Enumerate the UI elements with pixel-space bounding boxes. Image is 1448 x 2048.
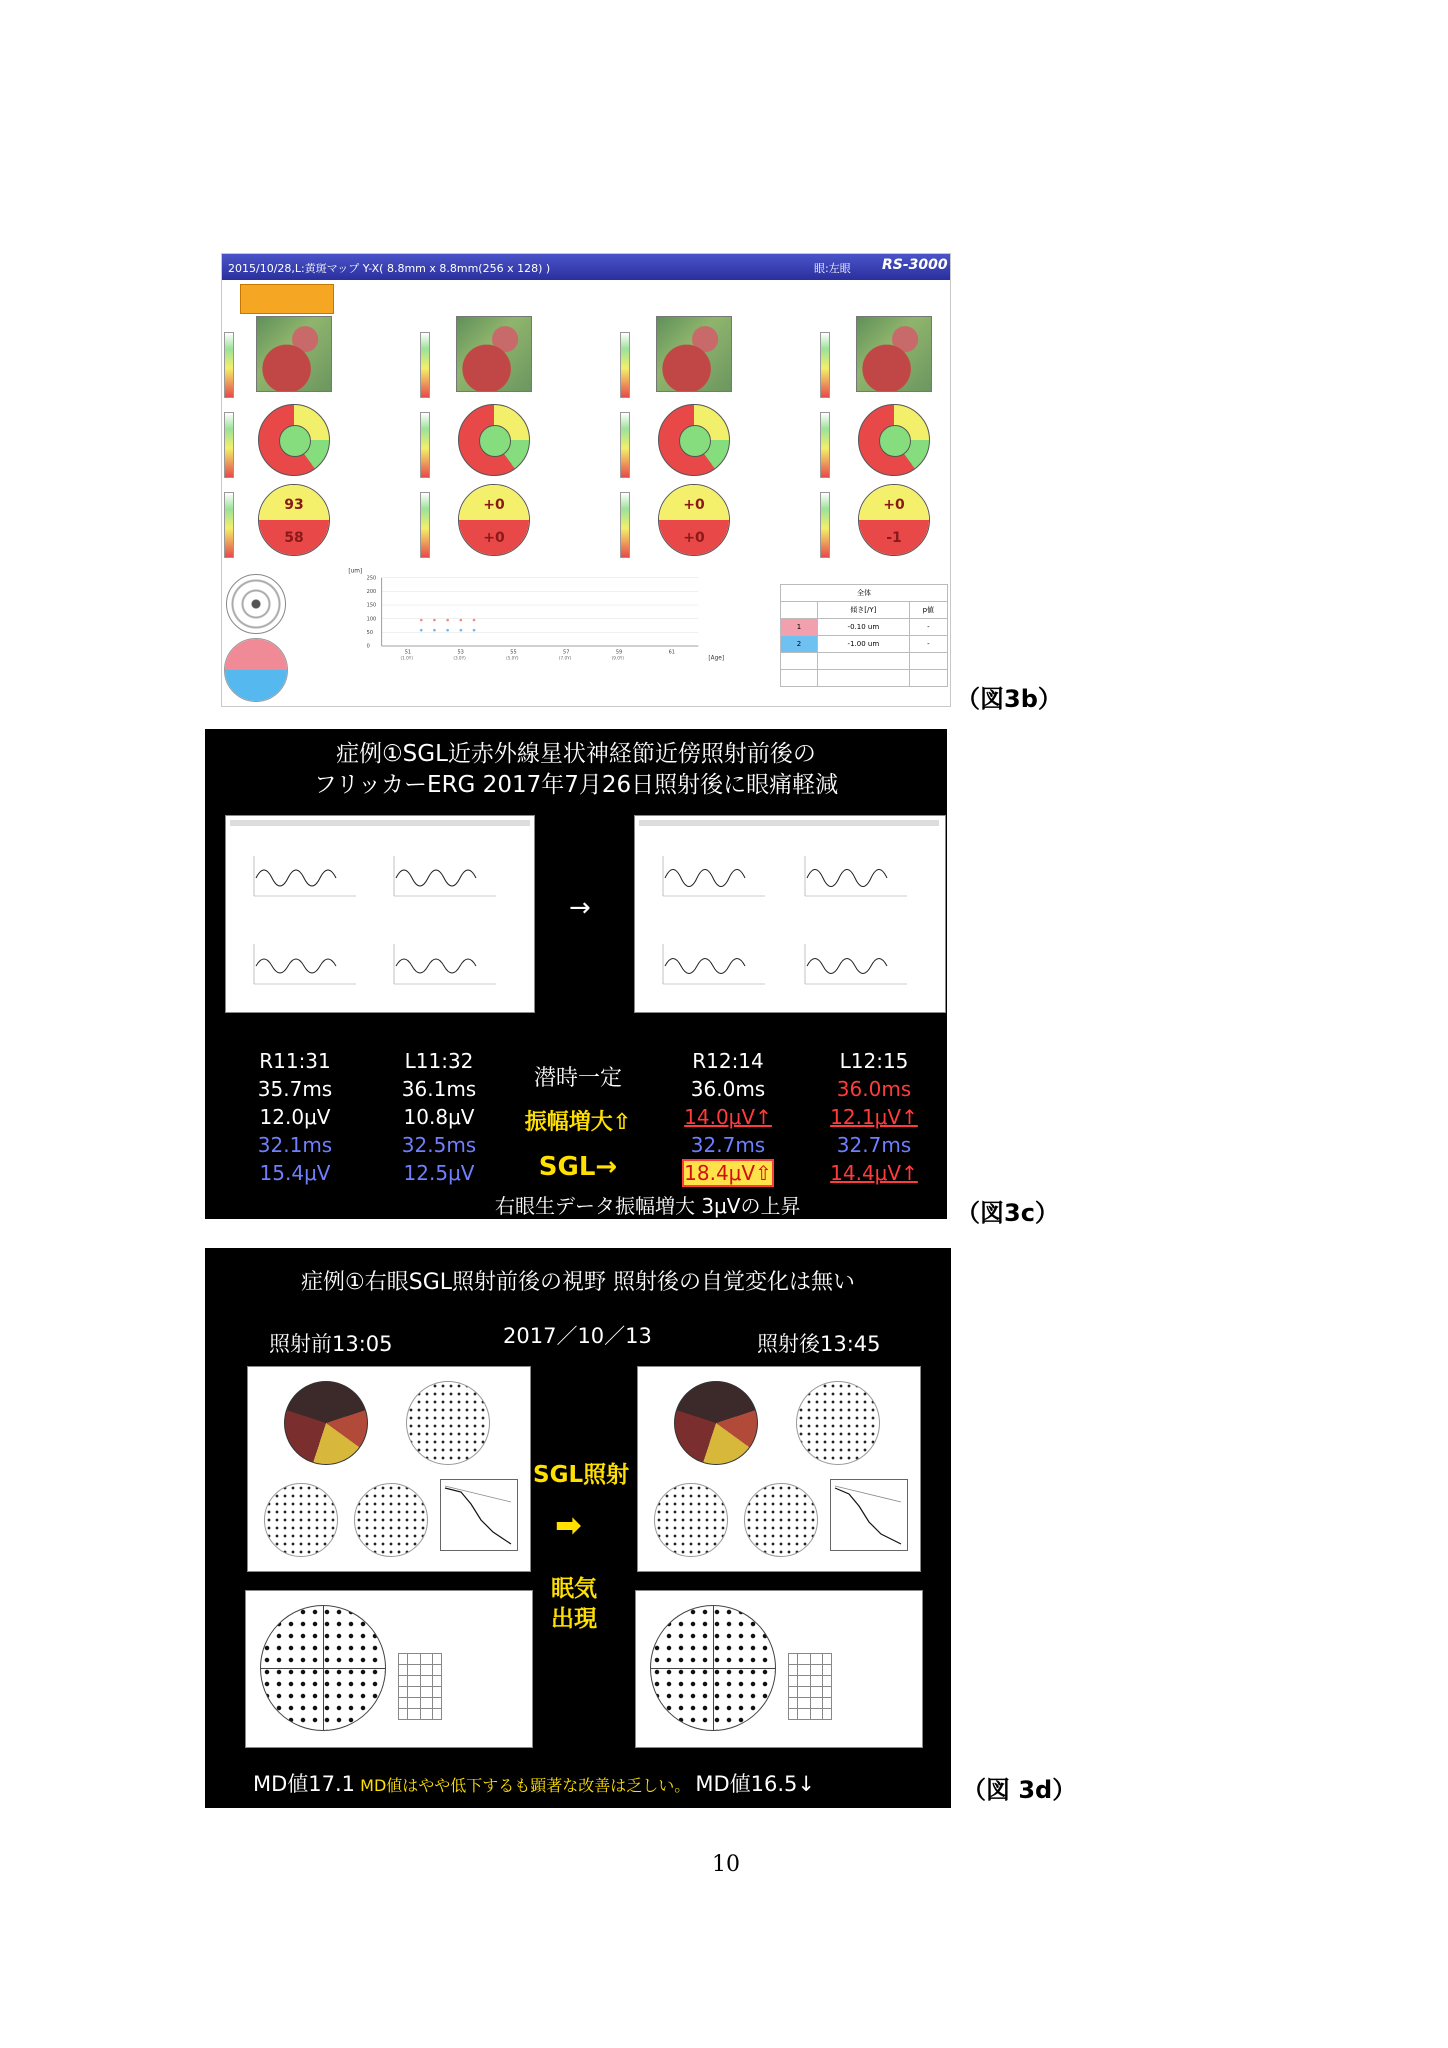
arrow-icon: →: [569, 893, 591, 923]
color-scale-bar: [420, 492, 430, 558]
x-tick-label: 55: [510, 649, 517, 656]
probability-map: [650, 1605, 776, 1731]
erg-latency-2: 32.5ms: [401, 1133, 477, 1157]
figure-3c: [205, 729, 947, 1219]
total-deviation-map: [654, 1483, 728, 1557]
erg-latency: 36.0ms: [690, 1077, 766, 1101]
data-point: [433, 629, 436, 632]
row-index: 2: [781, 636, 818, 653]
x-axis-label: [Age]: [708, 655, 725, 662]
x-tick-label: 61: [668, 649, 675, 656]
hemi-inferior-value: -1: [886, 530, 902, 546]
y-axis-label: [um]: [348, 568, 363, 575]
md-before: MD値17.1: [253, 1772, 356, 1796]
table-col-p: p値: [909, 602, 947, 619]
hemi-superior-value: 93: [284, 497, 304, 513]
vf-probability-after: [635, 1590, 923, 1748]
hemi-map: [858, 484, 930, 556]
probability-map: [260, 1605, 386, 1731]
grayscale-map: [284, 1381, 368, 1465]
data-point: [420, 629, 423, 632]
brand-logo: RS-3000: [882, 257, 948, 273]
color-scale-bar: [420, 412, 430, 478]
y-tick-label: 50: [366, 630, 374, 636]
indices-table: [788, 1653, 832, 1720]
color-scale-bar: [224, 492, 234, 558]
erg-amplitude-2: 14.4μV↑: [830, 1161, 918, 1185]
vf-probability-before: [245, 1590, 533, 1748]
caption-3d: （図 3d）: [962, 1776, 1077, 1804]
data-point: [420, 619, 423, 622]
x-tick-sublabel: (3.0Y): [453, 655, 466, 661]
y-tick-label: 100: [366, 616, 377, 623]
figure-3d: [205, 1248, 951, 1808]
slide-footer: [253, 1768, 815, 1798]
data-point: [446, 629, 449, 632]
x-tick-label: 53: [457, 649, 464, 656]
erg-amplitude: 12.1μV↑: [830, 1105, 918, 1129]
hemi-map: [258, 484, 330, 556]
erg-amplitude-2: 15.4μV: [259, 1161, 331, 1185]
data-point: [473, 619, 476, 622]
side-effect-label-1: 眠気: [551, 1576, 597, 1602]
hemi-superior-value: +0: [683, 497, 705, 513]
sector-map: [258, 404, 330, 476]
pattern-deviation-map: [354, 1483, 428, 1557]
erg-time: R11:31: [259, 1049, 331, 1073]
thickness-trend-chart: [310, 566, 770, 666]
fundus-thumbnail: [456, 316, 532, 392]
x-tick-label: 51: [404, 649, 412, 656]
figure-3b: [221, 253, 951, 707]
slide-footer: 右眼生データ振幅増大 3μVの上昇: [495, 1194, 801, 1218]
slide-title-line1: 症例①SGL近赤外線星状神経節近傍照射前後の: [336, 741, 816, 767]
right-arrow-icon: ➡: [555, 1506, 582, 1544]
row-slope: -0.10 um: [818, 619, 910, 636]
slope-table: [780, 584, 948, 687]
erg-latency-2: 32.1ms: [257, 1133, 333, 1157]
hemi-inferior-value: 58: [284, 530, 304, 546]
before-label: 照射前13:05: [269, 1332, 393, 1356]
x-tick-sublabel: (7.0Y): [558, 655, 572, 661]
grayscale-map: [674, 1381, 758, 1465]
md-comment: MD値はやや低下するも顕著な改善は乏しい。: [360, 1776, 691, 1795]
fundus-thumbnail: [256, 316, 332, 392]
bebie-curve: [440, 1479, 518, 1551]
erg-latency-2: 32.7ms: [690, 1133, 766, 1157]
slide-title: 症例①右眼SGL照射前後の視野 照射後の自覚変化は無い: [301, 1270, 855, 1295]
erg-latency: 36.1ms: [401, 1077, 477, 1101]
erg-amplitude-2: 12.5μV: [403, 1161, 475, 1185]
erg-amplitude: 14.0μV↑: [684, 1105, 772, 1129]
color-scale-bar: [224, 332, 234, 398]
y-tick-label: 200: [366, 589, 377, 595]
erg-amplitude: 12.0μV: [259, 1105, 331, 1129]
middle-notes: [513, 1057, 643, 1189]
data-point: [460, 629, 463, 632]
after-label: 照射後13:45: [757, 1332, 881, 1356]
erg-report-before: [225, 815, 535, 1013]
vf-report-before: [247, 1366, 531, 1572]
erg-latency-2: 32.7ms: [836, 1133, 912, 1157]
erg-time: L12:15: [839, 1049, 909, 1073]
color-scale-bar: [620, 492, 630, 558]
caption-3c: （図3c）: [956, 1199, 1059, 1227]
bebie-curve: [830, 1479, 908, 1551]
before-right-values: [245, 1047, 345, 1187]
after-left-values: [819, 1047, 929, 1187]
hemi-legend-icon: [224, 638, 288, 702]
slide-title-line2: フリッカーERG 2017年7月26日照射後に眼痛軽減: [313, 772, 839, 798]
y-tick-label: 250: [366, 575, 377, 582]
vf-report-after: [637, 1366, 921, 1572]
hemi-map: [458, 484, 530, 556]
color-scale-bar: [820, 492, 830, 558]
data-point: [460, 619, 463, 622]
indices-table: [398, 1653, 442, 1720]
hemi-superior-value: +0: [483, 497, 505, 513]
x-tick-label: 57: [563, 649, 570, 656]
sector-map: [858, 404, 930, 476]
color-scale-bar: [420, 332, 430, 398]
sgl-arrow-note: SGL→: [538, 1152, 618, 1182]
data-point: [473, 629, 476, 632]
color-scale-bar: [620, 332, 630, 398]
row-p: -: [909, 636, 947, 653]
pattern-deviation-map: [744, 1483, 818, 1557]
table-row: [781, 636, 948, 653]
target-icon: [226, 574, 286, 634]
color-scale-bar: [820, 332, 830, 398]
row-slope: -1.00 um: [818, 636, 910, 653]
fundus-thumbnail: [856, 316, 932, 392]
baseline-info-box: [240, 284, 334, 314]
side-effect-label-2: 出現: [551, 1606, 597, 1632]
table-row: [781, 619, 948, 636]
hemi-superior-value: +0: [883, 497, 905, 513]
hemi-map: [658, 484, 730, 556]
oct-title: 2015/10/28,L:黄斑マップ Y-X( 8.8mm x 8.8mm(256 x 128) ): [228, 262, 551, 275]
erg-time: L11:32: [404, 1049, 474, 1073]
sgl-irradiation-label: SGL照射: [533, 1462, 630, 1488]
x-tick-label: 59: [615, 649, 623, 656]
erg-latency: 35.7ms: [257, 1077, 333, 1101]
erg-latency: 36.0ms: [836, 1077, 912, 1101]
threshold-map: [796, 1381, 880, 1465]
md-after: MD値16.5↓: [695, 1772, 816, 1796]
y-tick-label: 150: [366, 602, 377, 609]
oct-title-bar: [222, 254, 950, 280]
threshold-map: [406, 1381, 490, 1465]
row-index: 1: [781, 619, 818, 636]
hemi-inferior-value: +0: [483, 530, 505, 546]
eye-label: 眼:左眼: [814, 262, 851, 275]
color-scale-bar: [224, 412, 234, 478]
total-deviation-map: [264, 1483, 338, 1557]
table-col-slope: 傾き[/Y]: [818, 602, 910, 619]
caption-3b: （図3b）: [956, 685, 1062, 713]
y-tick-label: 0: [366, 643, 370, 650]
sector-map: [458, 404, 530, 476]
row-p: -: [909, 619, 947, 636]
data-point: [433, 619, 436, 622]
fundus-thumbnail: [656, 316, 732, 392]
erg-amplitude-2: 18.4μV⇧: [684, 1161, 772, 1185]
color-scale-bar: [820, 412, 830, 478]
color-scale-bar: [620, 412, 630, 478]
erg-report-after: [634, 815, 946, 1013]
after-right-values: [673, 1047, 783, 1187]
sector-map: [658, 404, 730, 476]
page-number: 10: [712, 1852, 740, 1877]
table-header: 全体: [781, 585, 948, 602]
data-point: [446, 619, 449, 622]
erg-time: R12:14: [692, 1049, 764, 1073]
hemi-inferior-value: +0: [683, 530, 705, 546]
erg-amplitude: 10.8μV: [403, 1105, 475, 1129]
exam-date: 2017／10／13: [503, 1324, 652, 1348]
x-tick-sublabel: (1.0Y): [400, 655, 413, 661]
amplitude-note: 振幅増大⇧: [524, 1110, 632, 1135]
x-tick-sublabel: (5.0Y): [506, 655, 519, 661]
before-left-values: [389, 1047, 489, 1187]
latency-note: 潜時一定: [533, 1066, 622, 1091]
x-tick-sublabel: (9.0Y): [611, 655, 625, 661]
